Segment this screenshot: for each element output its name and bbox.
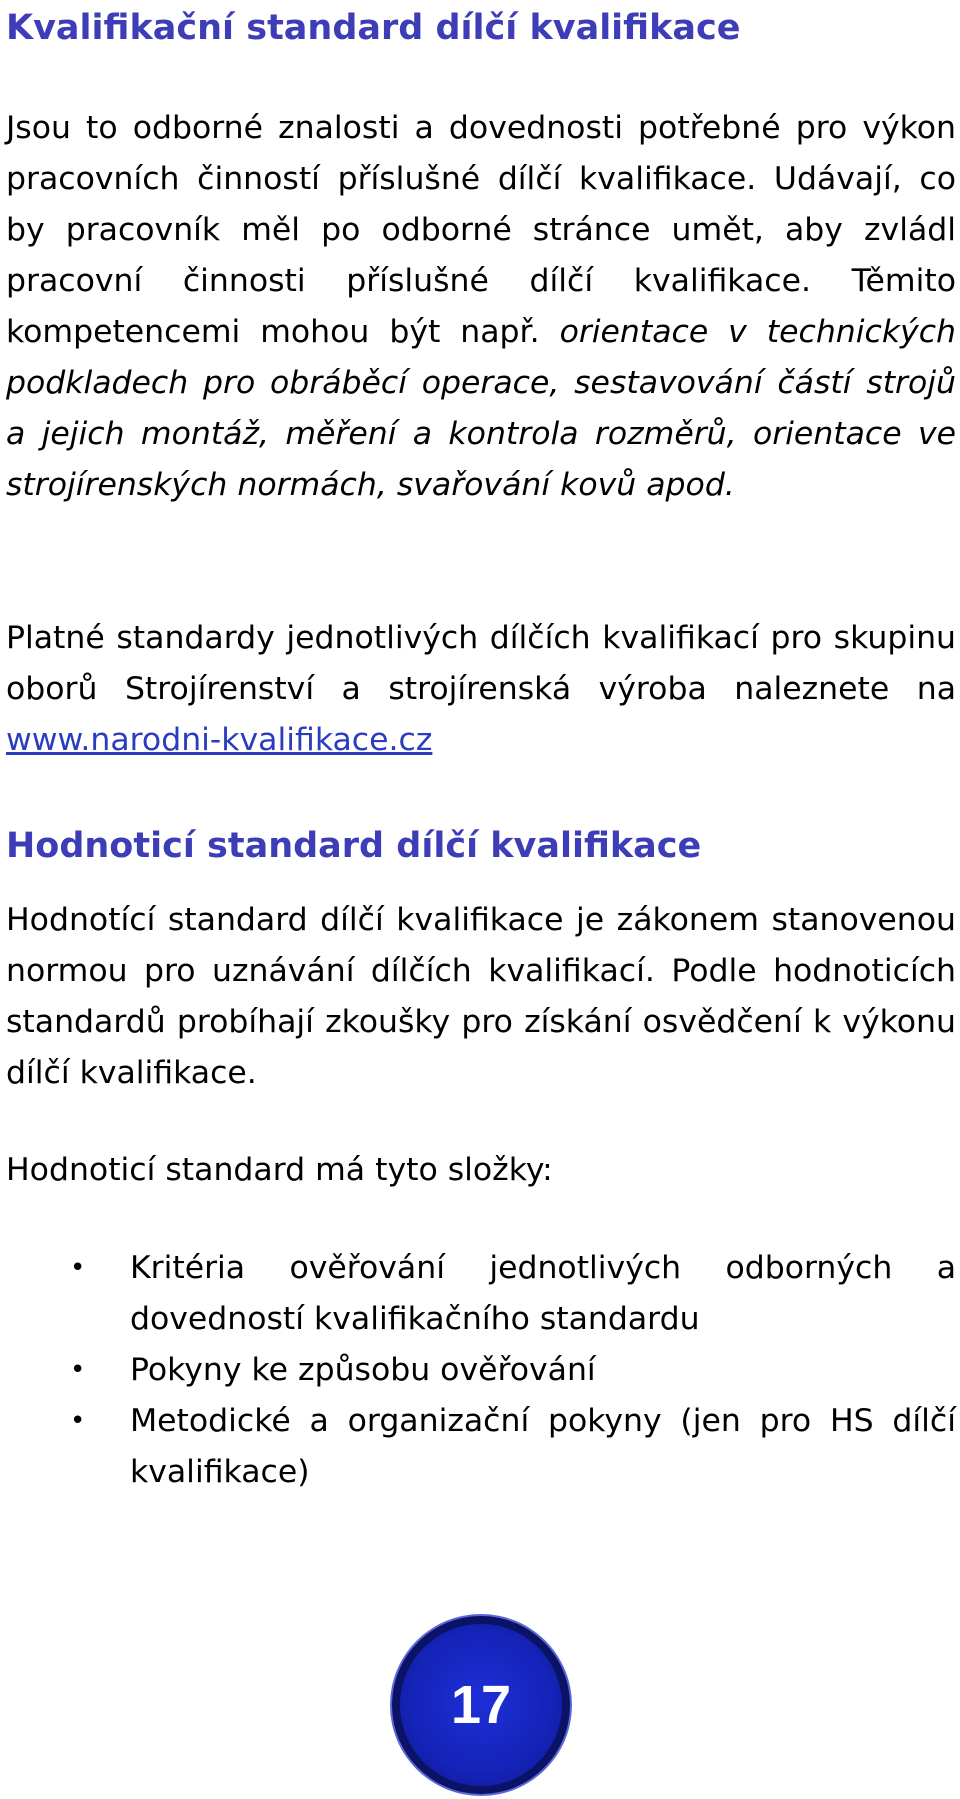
section-title-kvalifikacni: Kvalifikační standard dílčí kvalifikace [6, 8, 741, 48]
components-list [6, 1243, 956, 1498]
list-item [6, 1345, 956, 1396]
paragraph-hodnotici-intro: Hodnotící standard dílčí kvalifikace je zákonem stanovenou normou pro uznávání dílčích kvalifikací. Podle hodnoticích standardů probíhají zkoušky pro získání osvědčení k výkonu dílčí kvalifikace. [6, 902, 956, 1091]
list-item-text: Pokyny ke způsobu ověřování [130, 1352, 596, 1388]
paragraph-kvalifikacni-intro [6, 103, 956, 511]
bullet-icon: • [70, 1355, 86, 1385]
bullet-icon: • [70, 1253, 86, 1283]
page-number: 17 [450, 1675, 512, 1735]
page-number-badge [392, 1616, 570, 1794]
list-item-text: Kritéria ověřování jednotlivých odborných a dovedností kvalifikačního standardu [130, 1250, 956, 1337]
paragraph-text: Platné standardy jednotlivých dílčích kvalifikací pro skupinu oborů Strojírenství a strojírenská výroba naleznete na [6, 620, 956, 707]
list-item-text: Metodické a organizační pokyny (jen pro HS dílčí kvalifikace) [130, 1403, 956, 1490]
narodni-kvalifikace-link[interactable]: www.narodni-kvalifikace.cz [6, 722, 433, 758]
list-item [6, 1396, 956, 1498]
paragraph-italic-examples: orientace v technických podkladech pro obráběcí operace, sestavování částí strojů a jejich montáž, měření a kontrola rozměrů, orientace ve strojírenských normách, svařování kovů apod. [6, 314, 956, 503]
paragraph-standards-link [6, 613, 956, 766]
section-title-hodnotici: Hodnoticí standard dílčí kvalifikace [6, 826, 702, 866]
list-item [6, 1243, 956, 1345]
document-page [6, 0, 956, 1799]
bullet-icon: • [70, 1406, 86, 1436]
paragraph-text: Jsou to odborné znalosti a dovednosti potřebné pro výkon pracovních činností příslušné dílčí kvalifikace. Udávají, co by pracovník měl po odborné stránce umět, aby zvládl pracovní činnosti příslušné dílčí kvalifikace. Těmito kompetencemi mohou být např. [6, 110, 956, 350]
paragraph-hodnotici-components: Hodnoticí standard má tyto složky: [6, 1152, 553, 1188]
